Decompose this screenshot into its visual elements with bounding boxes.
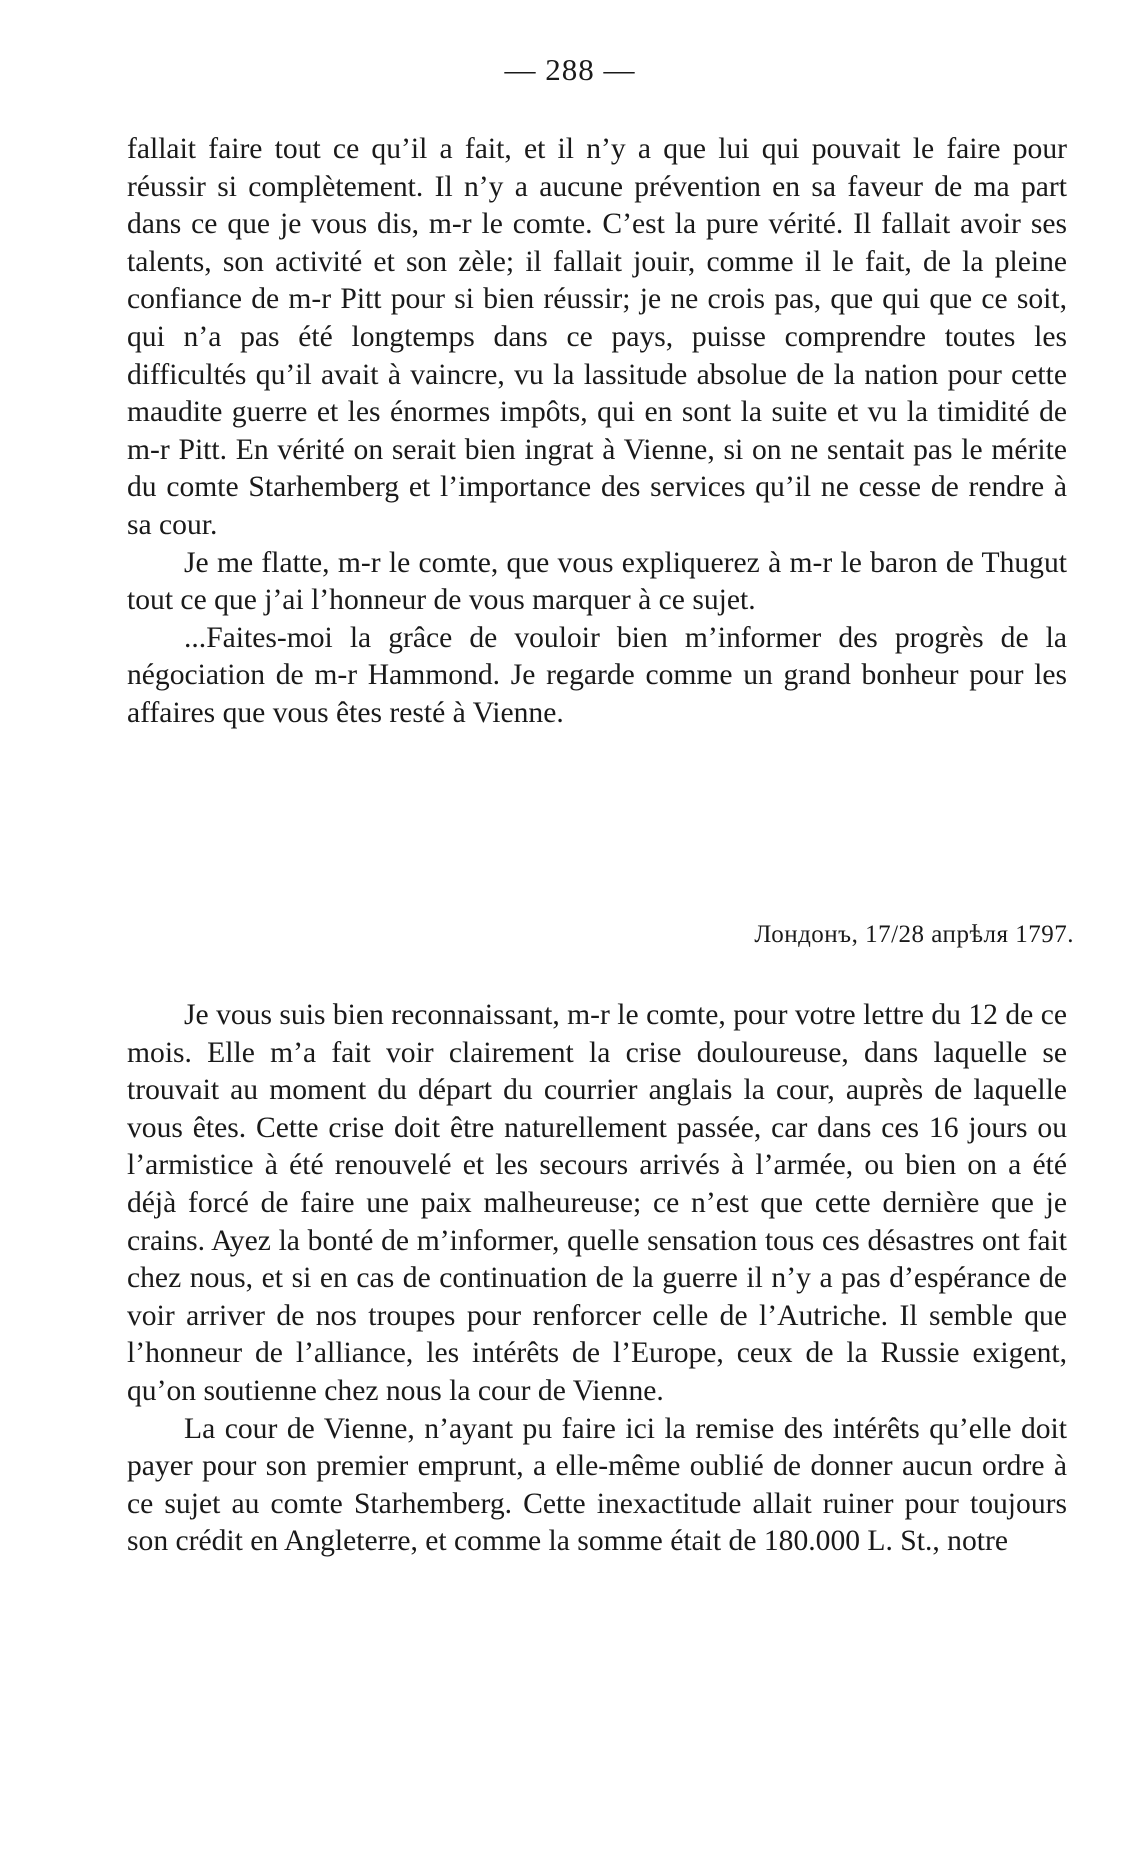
paragraph-1: fallait faire tout ce qu’il a fait, et il n’y a que lui qui pouvait le faire pour réussir si complètement. Il n’y a aucune prévention en sa faveur de ma part dans ce que je vous dis, m-r le comte. C’est la pure vérité. Il fallait avoir ses talents, son activité et son zèle; il fallait jouir, comme il le fait, de la pleine confiance de m-r Pitt pour si bien réussir; je ne crois pas, que qui que ce soit, qui n’a pas été longtemps dans ce pays, puisse comprendre toutes les difficultés qu’il avait à vaincre, vu la lassitude absolue de la nation pour cette maudite guerre et les énormes impôts, qui en sont la suite et vu la timidité de m-r Pitt. En vérité on serait bien ingrat à Vienne, si on ne sentait pas le mérite du comte Starhemberg et l’importance des services qu’il ne cesse de rendre à sa cour. [127, 133, 1067, 541]
paragraph-3: ...Faites-moi la grâce de vouloir bien m’informer des progrès de la négociation de m-r Hammond. Je regarde comme un grand bonheur pour les affaires que vous êtes resté à Vienne. [127, 621, 1067, 729]
paragraph-4: Je vous suis bien reconnaissant, m-r le comte, pour votre lettre du 12 de ce mois. Elle m’a fait voir clairement la crise douloureuse, dans laquelle se trouvait au moment du départ du courrier anglais la cour, auprès de laquelle vous êtes. Cette crise doit être naturellement passée, car dans ces 16 jours ou l’armistice à été renouvelé et les secours arrivés à l’armée, ou bien on a été déjà forcé de faire une paix malheureuse; ce n’est que cette dernière que je crains. Ayez la bonté de m’informer, quelle sensation tous ces désastres ont fait chez nous, et si en cas de continuation de la guerre il n’y a pas d’espérance de voir arriver de nos troupes pour renforcer celle de l’Autriche. Il semble que l’honneur de l’alliance, les intérêts de l’Europe, ceux de la Russie exigent, qu’on soutienne chez nous la cour de Vienne. [127, 999, 1067, 1407]
paragraph-5: La cour de Vienne, n’ayant pu faire ici la remise des intérêts qu’elle doit payer pour son premier emprunt, a elle-même oublié de donner aucun ordre à ce sujet au comte Starhemberg. Cette inexactitude allait ruiner pour toujours son crédit en Angleterre, et comme la somme était de 180.000 L. St., notre [127, 1412, 1067, 1558]
paragraph-2: Je me flatte, m-r le comte, que vous expliquerez à m-r le baron de Thugut tout ce que j’ai l’honneur de vous marquer à ce sujet. [127, 546, 1067, 617]
new-letter-body [127, 997, 1067, 1561]
letter-continuation [127, 131, 1067, 733]
letter-dateline: Лондонъ, 17/28 апрѣля 1797. [754, 921, 1074, 948]
page-number: — 288 — [504, 52, 636, 87]
